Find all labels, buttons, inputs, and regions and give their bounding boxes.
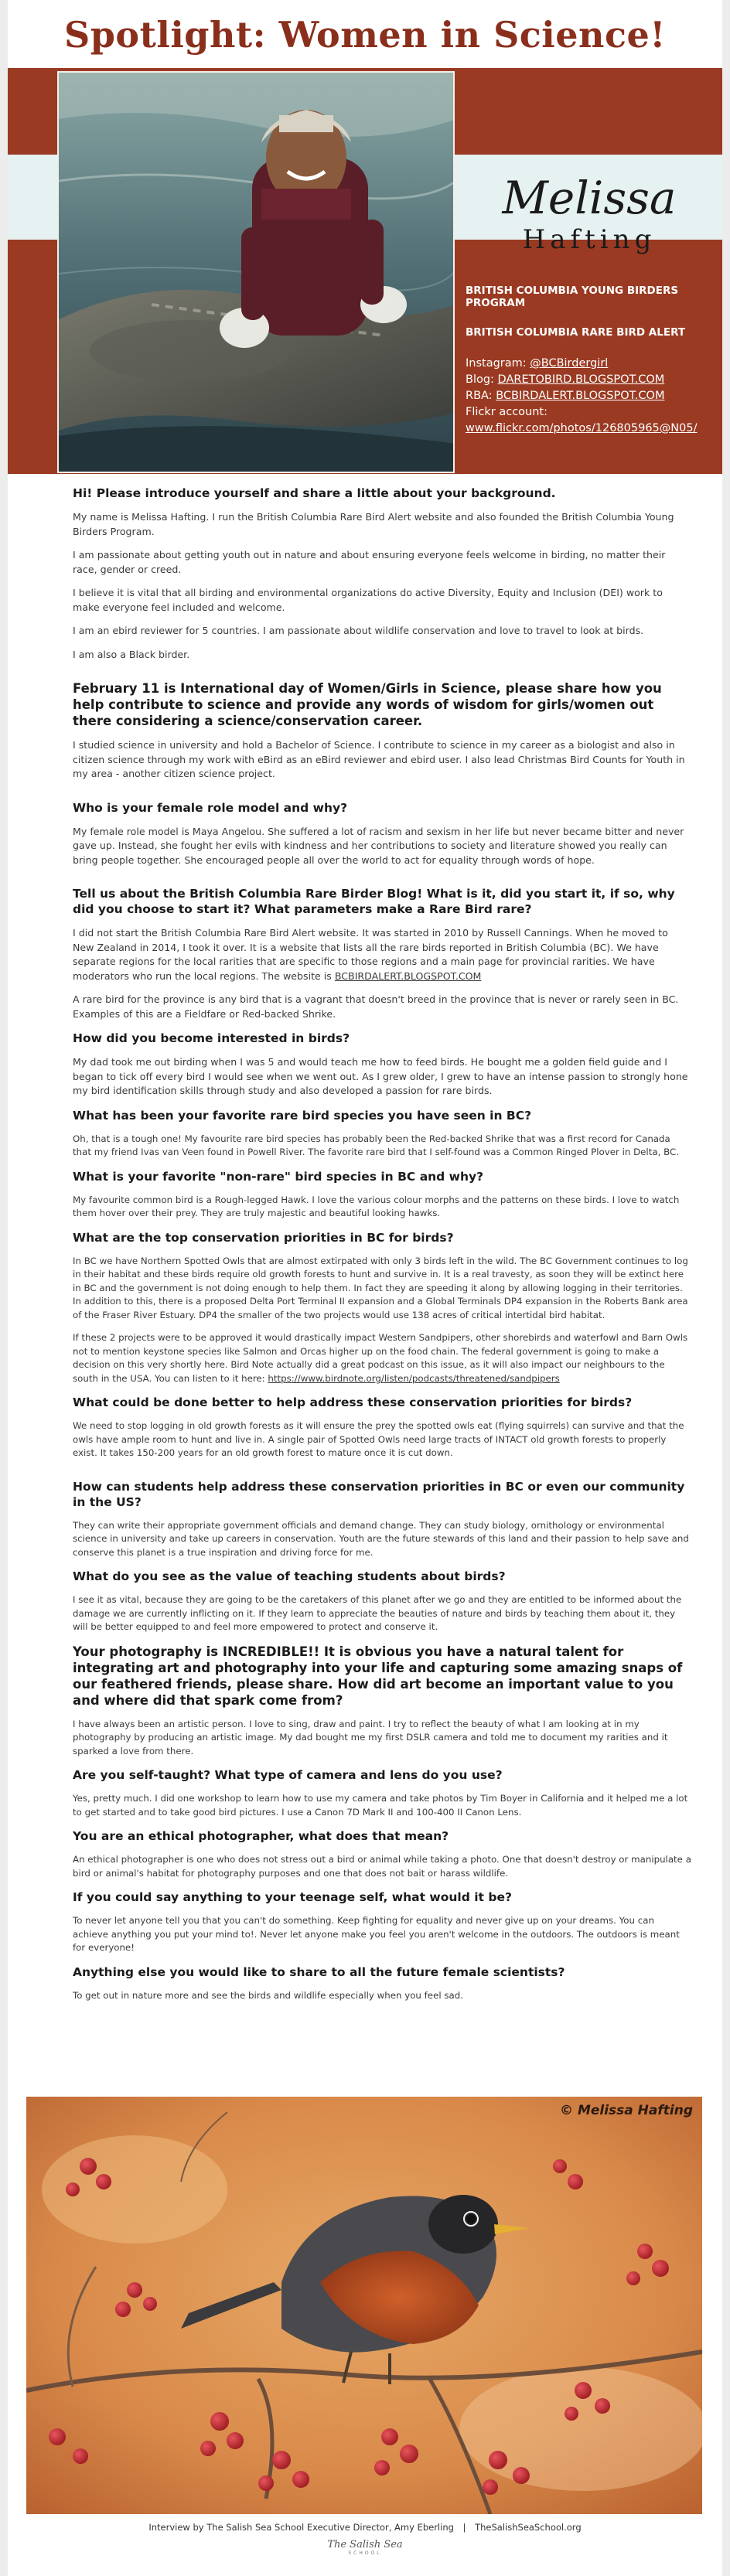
org-rare-bird-alert: BRITISH COLUMBIA RARE BIRD ALERT (466, 326, 686, 339)
question-ethical-photographer: You are an ethical photographer, what does that mean? (73, 1829, 449, 1843)
answer-paragraph: They can write their appropriate government officials and demand change. They can study biology, ornithology or environmental science in university and take up careers in conservation. Youth are the future stewards of this land and their passion to help save and conserve this planet is a true inspiration and driving force for me. (73, 1519, 689, 1558)
footer (8, 2522, 722, 2533)
question-favorite-rare-bird: What has been your favorite rare bird species you have seen in BC? (73, 1108, 532, 1123)
answer-text: If these 2 projects were to be approved it would drastically impact Western Sandpipers, other shorebirds and waterfowl and Barn Owls not to mention keystone species like Salmon and Orcas higher up on the food chain. The federal government is going to make a decision on this very shortly here. Bird Note actually did a great podcast on this issue, as it will also impact our neighbours to the south in the USA. You can listen to it here: (73, 1332, 688, 1384)
flickr-label: Flickr account: (466, 406, 548, 418)
profile-info (466, 285, 718, 437)
interview-body (73, 486, 691, 2012)
footer-separator: | (462, 2522, 466, 2533)
answer-paragraph: My female role model is Maya Angelou. She suffered a lot of racism and sexism in her life but never became bitter and never gave up. Instead, she fought her evils with kindness and her contributions to society and literature showed you really can bring people together. She encouraged people all over the world to act for equality through words of hope. (73, 825, 684, 866)
rba-link[interactable]: BCBIRDALERT.BLOGSPOT.COM (496, 390, 665, 402)
answer-paragraph: Yes, pretty much. I did one workshop to learn how to use my camera and take photos by Tim Boyer in California and it helped me a lot to get started and to take good bird pictures. I use a Canon 7D Mark II and 100-400 II Canon Lens. (73, 1793, 688, 1818)
instagram-link[interactable]: @BCBirdergirl (530, 357, 609, 370)
answer-paragraph: I am an ebird reviewer for 5 countries. I am passionate about wildlife conservation and love to travel to look at birds. (73, 625, 644, 636)
question-done-better: What could be done better to help address these conservation priorities for birds? (73, 1395, 633, 1409)
answer-paragraph: An ethical photographer is one who does not stress out a bird or animal while taking a photo. One that doesn't destroy or manipulate a bird or animal's habitat for photography purposes and one that does not bait or harass wildlife. (73, 1854, 691, 1879)
question-favorite-non-rare-bird: What is your favorite "non-rare" bird species in BC and why? (73, 1169, 484, 1184)
question-intro: Hi! Please introduce yourself and share a little about your background. (73, 486, 556, 500)
logo-line-2: SCHOOL (348, 2550, 382, 2556)
question-rare-bird-blog: Tell us about the British Columbia Rare Birder Blog! What is it, did you start it, if so, why did you choose to start it? What parameters make a Rare Bird rare? (73, 887, 675, 916)
answer-paragraph: I see it as vital, because they are going to be the caretakers of this planet after we go and they are entitled to be informed about the damage we are currently inflicting on it. If they learn to appreciate the beauties of nature and birds by teaching them about it, they will be better equipped to and feel more empowered to protect and conserve it. (73, 1594, 682, 1632)
question-interest-in-birds: How did you become interested in birds? (73, 1031, 350, 1045)
answer-paragraph: My favourite common bird is a Rough-legged Hawk. I love the various colour morphs and the patterns on these birds. I love to watch them hover over their prey. They are truly majestic and beautiful looking hawks. (73, 1194, 680, 1218)
question-teaching-value: What do you see as the value of teaching students about birds? (73, 1569, 506, 1583)
birdnote-podcast-link[interactable]: https://www.birdnote.org/listen/podcasts/threatened/sandpipers (268, 1372, 560, 1384)
rba-website-link[interactable]: BCBIRDALERT.BLOGSPOT.COM (334, 969, 482, 982)
answer-paragraph (73, 926, 691, 983)
rba-label: RBA: (466, 390, 493, 402)
footer-website[interactable]: TheSalishSeaSchool.org (475, 2522, 582, 2533)
instagram-line (466, 356, 718, 372)
profile-first-name: Melissa (502, 172, 677, 224)
salish-sea-school-logo (8, 2539, 722, 2556)
rba-line (466, 388, 718, 404)
question-women-in-science: February 11 is International day of Women/Girls in Science, please share how you help contribute to science and provide any words of wisdom for girls/women out there considering a science/conservation career. (73, 681, 662, 728)
answer-paragraph: We need to stop logging in old growth forests as it will ensure the prey the spotted owls eat (flying squirrels) can survive and that the owls have ample room to hunt and live in. A single pair of Spotted Owls need large tracts of INTACT old growth forests to properly exist. It takes 150-200 years for an old growth forest to mature once it is cut down. (73, 1420, 684, 1458)
profile-last-name: Hafting (522, 224, 657, 255)
question-students-help: How can students help address these conservation priorities in BC or even our community in the US? (73, 1479, 685, 1509)
blog-line (466, 372, 718, 388)
page-title: Spotlight: Women in Science! (64, 14, 666, 56)
answer-paragraph: My dad took me out birding when I was 5 and would teach me how to feed birds. He bought me a golden field guide and I began to tick off every bird I would see when we went out. As I grew older, I grew to have an intense passion to strongly hone my bird identification skills through study and also developed a passion for rare birds. (73, 1056, 688, 1096)
question-conservation-priorities: What are the top conservation priorities in BC for birds? (73, 1230, 454, 1245)
photo-credit: © Melissa Hafting (560, 2103, 693, 2118)
answer-paragraph: I believe it is vital that all birding and environmental organizations do active Diversity, Equity and Inclusion (DEI) work to make everyone feel included and welcome. (73, 587, 663, 613)
org-young-birders: BRITISH COLUMBIA YOUNG BIRDERS PROGRAM (466, 285, 679, 309)
blog-link[interactable]: DARETOBIRD.BLOGSPOT.COM (497, 373, 665, 386)
portrait-illustration (59, 73, 455, 473)
answer-paragraph: A rare bird for the province is any bird that is a vagrant that doesn't breed in the province that is never or rarely seen in BC. Examples of this are a Fieldfare or Red-backed Shrike. (73, 993, 679, 1020)
question-future-scientists: Anything else you would like to share to all the future female scientists? (73, 1964, 565, 1979)
answer-paragraph: I studied science in university and hold a Bachelor of Science. I contribute to science in my career as a biologist and also in citizen science through my work with eBird as an eBird reviewer and ebird user. I also lead Christmas Bird Counts for Youth in my area - another citizen science project. (73, 739, 685, 779)
answer-paragraph: My name is Melissa Hafting. I run the British Columbia Rare Bird Alert website and also founded the British Columbia Young Birders Program. (73, 511, 674, 537)
blog-label: Blog: (466, 373, 494, 386)
robin-photo (26, 2097, 702, 2514)
flickr-link[interactable]: www.flickr.com/photos/126805965@N05/ (466, 422, 698, 434)
robin-illustration (26, 2097, 702, 2514)
answer-paragraph: Oh, that is a tough one! My favourite rare bird species has probably been the Red-backed Shrike that was a first record for Canada that my friend Ivas van Veen found in Powell River. The favorite rare bird that I self-found was a Common Ringed Plover in Delta, BC. (73, 1133, 679, 1157)
spotlight-page (8, 0, 722, 2576)
logo-line-1: The Salish Sea (327, 2539, 403, 2550)
instagram-label: Instagram: (466, 357, 527, 370)
answer-paragraph: To never let anyone tell you that you can't do something. Keep fighting for equality and never give up on your dreams. You can achieve anything you put your mind to!. Never let anyone make you feel you aren't welcome in the outdoors. The outdoors is meant for everyone! (73, 1915, 680, 1953)
portrait-photo (57, 71, 455, 473)
question-self-taught: Are you self-taught? What type of camera and lens do you use? (73, 1768, 503, 1782)
question-role-model: Who is your female role model and why? (73, 800, 348, 815)
answer-paragraph: To get out in nature more and see the birds and wildlife especially when you feel sad. (73, 1989, 463, 2001)
answer-paragraph: In BC we have Northern Spotted Owls that are almost extirpated with only 3 birds left in the wild. The BC Government continues to log in their habitat and these birds require old growth forests to hunt and survive in. It is a real travesty, as soon they will be extinct here in BC and the government is not doing enough to help them. In fact they are speeding it along by allowing logging in their territories. In addition to this, there is a proposed Delta Port Terminal II expansion and a Global Terminals DP4 expansion in the Roberts Bank area of the Fraser River Estuary. DP4 the smaller of the two projects would use 138 acres of critical intertidal bird habitat. (73, 1255, 688, 1320)
answer-paragraph (73, 1331, 691, 1385)
answer-paragraph: I am also a Black birder. (73, 648, 190, 660)
question-teenage-self: If you could say anything to your teenage self, what would it be? (73, 1890, 512, 1904)
answer-paragraph: I am passionate about getting youth out in nature and about ensuring everyone feels welcome in birding, no matter their race, gender or creed. (73, 549, 666, 575)
answer-text: I did not start the British Columbia Rare Bird Alert website. It was started in 2010 by Russell Cannings. When he moved to New Zealand in 2014, I took it over. It is a website that lists all the rare birds reported in British Columbia (BC). We have separate regions for the local rarities that are specific to those regions and a main page for provincial rarities. We have moderators who run the local regions. The website is (73, 927, 668, 982)
answer-paragraph: I have always been an artistic person. I love to sing, draw and paint. I try to reflect the beauty of what I am looking at in my photography by producing an artistic image. My dad bought me my first DSLR camera and told me to document my rarities and it sparked a love from there. (73, 1718, 668, 1757)
question-photography: Your photography is INCREDIBLE!! It is obvious you have a natural talent for integrating art and photography into your life and capturing some amazing snaps of our feathered friends, please share. How did art become an important value to you and where did that spark come from? (73, 1644, 683, 1708)
footer-credit: Interview by The Salish Sea School Executive Director, Amy Eberling (148, 2522, 454, 2533)
